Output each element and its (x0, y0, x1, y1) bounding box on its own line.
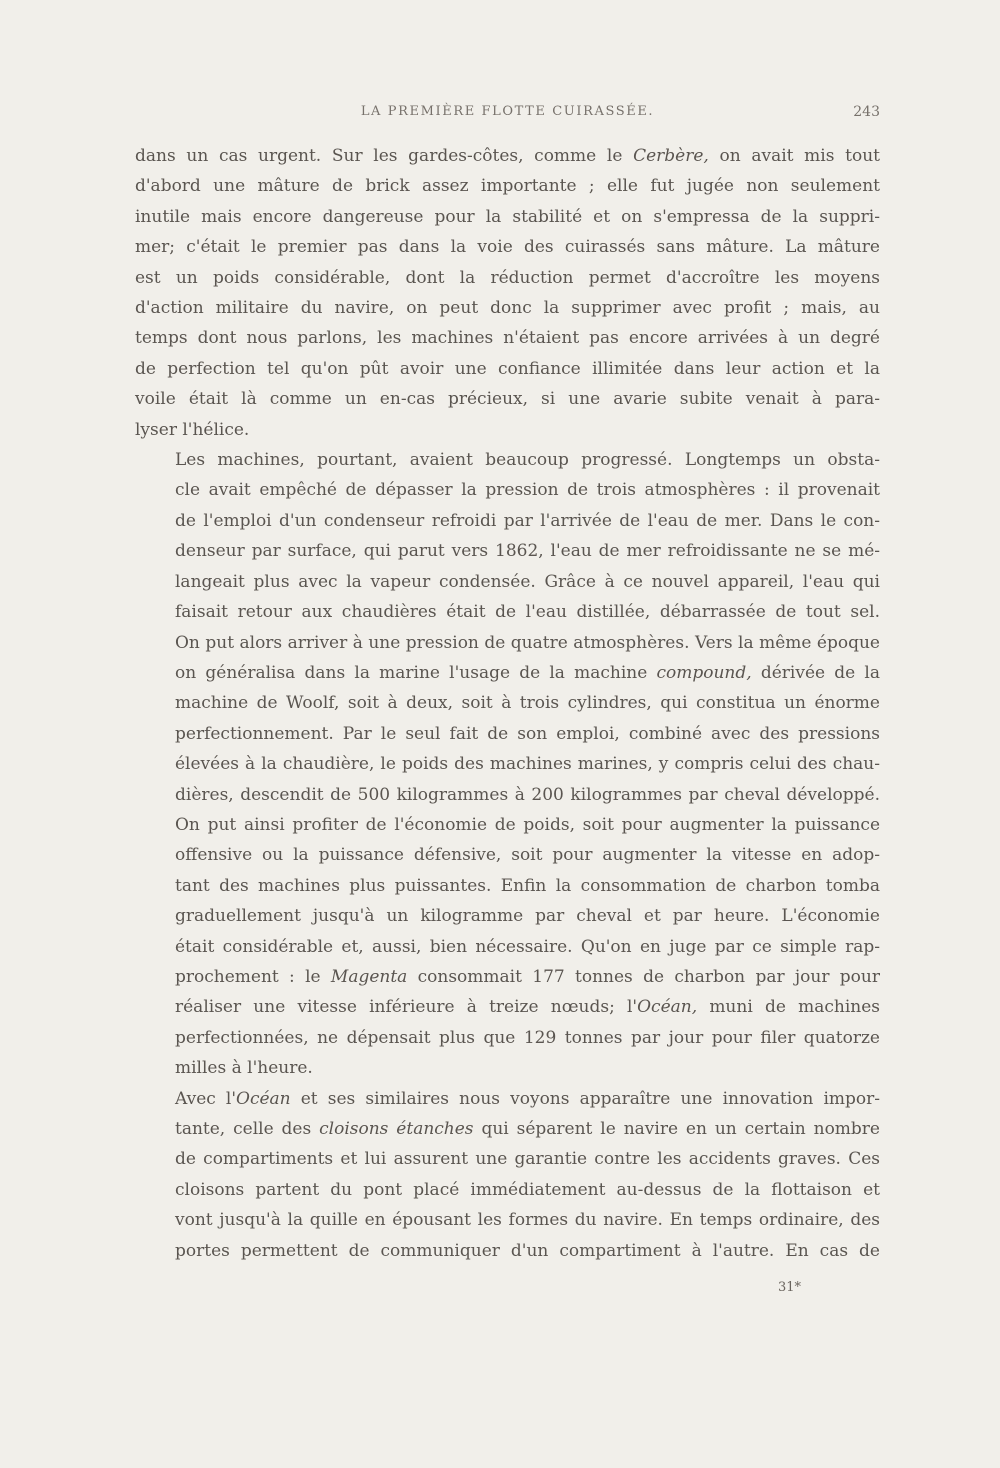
italic-term: cloisons étanches (319, 1119, 474, 1139)
text-line: graduellement jusqu'à un kilogramme par cheval et par heure. L'économie (175, 906, 880, 927)
text-line: Les machines, pourtant, avaient beaucoup progressé. Longtemps un obsta- (175, 450, 880, 471)
italic-term: Océan (236, 1088, 291, 1109)
paragraph-3 (135, 1084, 880, 1266)
text-line: de perfection tel qu'on pût avoir une confiance illimitée dans leur action et la (135, 358, 880, 379)
text-line: vont jusqu'à la quille en épousant les formes du navire. En temps ordinaire, des (175, 1210, 880, 1231)
text-line: prochement : le Magenta consommait 177 tonnes de charbon par jour pour (175, 966, 880, 987)
text-line: cle avait empêché de dépasser la pression de trois atmosphères : il provenait (175, 480, 880, 501)
page-number: 243 (853, 104, 880, 120)
text-line: On put alors arriver à une pression de quatre atmosphères. Vers la même époque (175, 632, 880, 653)
text-line: cloisons partent du pont placé immédiatement au-dessus de la flottaison et (175, 1179, 880, 1200)
text-line: de l'emploi d'un condenseur refroidi par l'arrivée de l'eau de mer. Dans le con- (175, 510, 880, 531)
text-line: perfectionnées, ne dépensait plus que 129 tonnes par jour pour filer quatorze (175, 1027, 880, 1048)
text-line: On put ainsi profiter de l'économie de poids, soit pour augmenter la puissance (175, 814, 880, 835)
italic-term: Cerbère, (633, 146, 709, 166)
text-line: langeait plus avec la vapeur condensée. Grâce à ce nouvel appareil, l'eau qui (175, 571, 880, 592)
italic-term: Océan, (637, 997, 698, 1018)
text-line: tante, celle des cloisons étanches qui séparent le navire en un certain nombre (175, 1119, 880, 1139)
paragraph-1 (135, 141, 880, 445)
text-line: lyser l'hélice. (135, 419, 250, 440)
text-line: était considérable et, aussi, bien nécessaire. Qu'on en juge par ce simple rap- (175, 936, 880, 957)
page-header (135, 104, 880, 130)
text-line: tant des machines plus puissantes. Enfin la consommation de charbon tomba (175, 875, 880, 896)
text-line: temps dont nous parlons, les machines n'étaient pas encore arrivées à un degré (135, 328, 880, 349)
text-line: est un poids considérable, dont la réduction permet d'accroître les moyens (135, 267, 880, 288)
text-line: portes permettent de communiquer d'un compartiment à l'autre. En cas de (175, 1240, 880, 1261)
italic-term: compound, (656, 662, 752, 683)
text-line: d'action militaire du navire, on peut donc la supprimer avec profit ; mais, au (135, 298, 880, 319)
body-text (135, 141, 880, 1266)
text-line: réaliser une vitesse inférieure à treize nœuds; l'Océan, muni de machines (175, 997, 880, 1018)
text-line: faisait retour aux chaudières était de l'eau distillée, débarrassée de tout sel. (175, 602, 880, 623)
text-line: offensive ou la puissance défensive, soit pour augmenter la vitesse en adop- (175, 845, 880, 866)
text-line: machine de Woolf, soit à deux, soit à trois cylindres, qui constitua un énorme (175, 693, 880, 714)
text-line: denseur par surface, qui parut vers 1862, l'eau de mer refroidissante ne se mé- (175, 541, 880, 562)
text-line: perfectionnement. Par le seul fait de son emploi, combiné avec des pressions (175, 723, 880, 744)
text-line: voile était là comme un en-cas précieux, si une avarie subite venait à para- (135, 389, 880, 410)
text-line: dières, descendit de 500 kilogrammes à 200 kilogrammes par cheval développé. (175, 784, 880, 805)
running-title: LA PREMIÈRE FLOTTE CUIRASSÉE. (360, 104, 655, 119)
text-line: élevées à la chaudière, le poids des machines marines, y compris celui des chau- (175, 754, 880, 775)
paragraph-2 (135, 445, 880, 1084)
text-line: on généralisa dans la marine l'usage de la machine compound, dérivée de la (175, 662, 880, 683)
text-line: milles à l'heure. (175, 1058, 313, 1079)
text-line: de compartiments et lui assurent une garantie contre les accidents graves. Ces (175, 1149, 880, 1170)
text-line: dans un cas urgent. Sur les gardes-côtes, comme le Cerbère, on avait mis tout (135, 146, 880, 166)
text-line: d'abord une mâture de brick assez importante ; elle fut jugée non seulement (135, 176, 880, 197)
signature-mark: 31* (778, 1280, 802, 1295)
text-line: inutile mais encore dangereuse pour la stabilité et on s'empressa de la suppri- (135, 206, 880, 227)
text-line: Avec l'Océan et ses similaires nous voyons apparaître une innovation impor- (175, 1088, 880, 1109)
italic-term: Magenta (330, 966, 408, 987)
text-line: mer; c'était le premier pas dans la voie des cuirassés sans mâture. La mâture (135, 237, 880, 258)
